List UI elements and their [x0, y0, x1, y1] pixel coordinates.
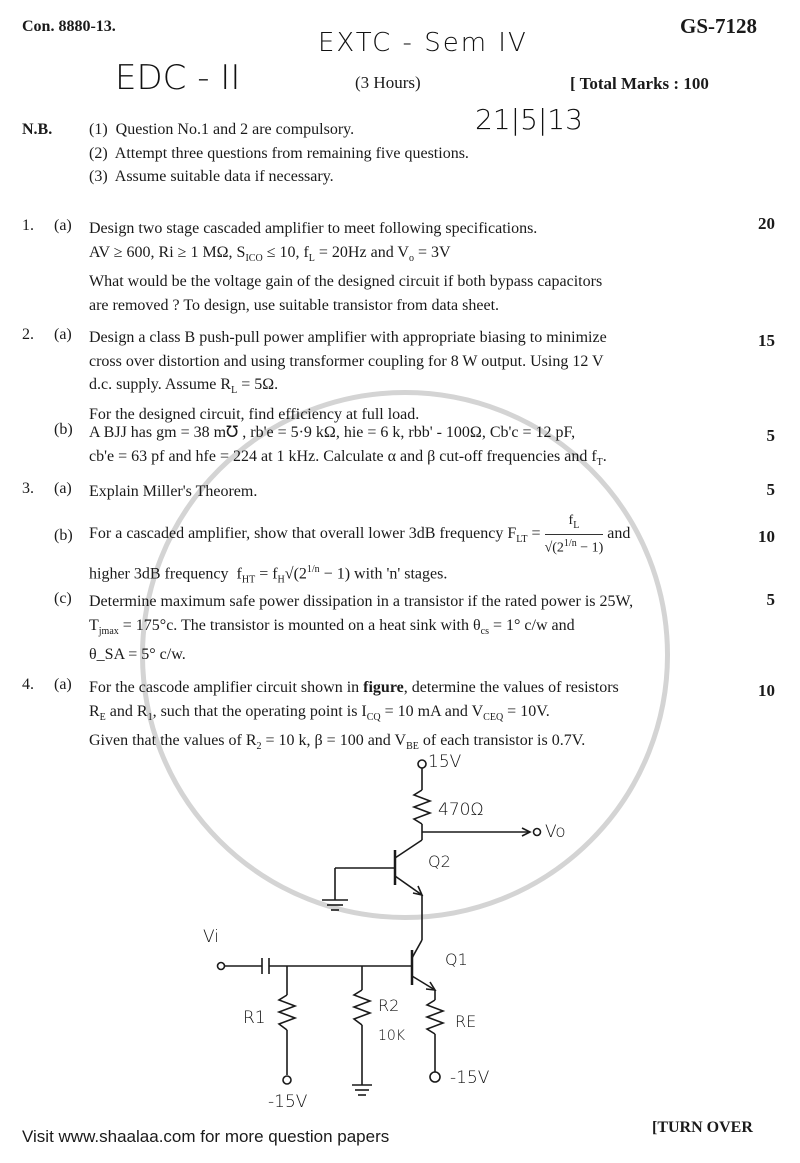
r1-resistor — [279, 995, 295, 1030]
rc-resistor — [414, 790, 430, 824]
vcc-terminal — [418, 760, 426, 768]
duration: (3 Hours) — [355, 73, 421, 92]
part-label: (a) — [54, 217, 72, 234]
question-text: Design two stage cascaded amplifier to meet following specifications. AV ≥ 600, Ri ≥ 1 MΩ, $S_{ICO} \le 10$, $f_L = 20Hz$ and $V_o = 3V$ What would be the voltage gain of the designed circuit if both bypass capacitors are removed ? To design, use suitable transistor from data sheet. — [89, 220, 603, 314]
r2-resistor — [354, 990, 370, 1025]
question-number: 4. — [22, 676, 34, 693]
vee-right-label: -15V — [450, 1068, 490, 1088]
vee-terminal-right — [430, 1072, 440, 1082]
marks: 20 — [758, 214, 775, 233]
part-label: (b) — [54, 421, 73, 438]
q2-label: Q2 — [428, 852, 451, 871]
question-text: Explain Miller's Theorem. — [89, 483, 258, 500]
handwritten-subject: EDC - II — [115, 58, 241, 98]
turn-over: [TURN OVER — [652, 1119, 753, 1136]
question-number: 3. — [22, 480, 34, 497]
question-text: For a cascaded amplifier, show that overall lower 3dB frequency $F_{LT}$ = $\frac{f_L}{√(2^{1/n} - 1)}$ and higher 3dB frequency $f_{HT} = f_H√(2^{1/n} - 1)$ with 'n' stages. — [89, 513, 631, 586]
nb-label: N.B. — [22, 121, 53, 138]
rc-label: 470Ω — [438, 800, 484, 820]
total-marks: [ Total Marks : 100 — [570, 74, 709, 93]
question-text: Determine maximum safe power dissipation in a transistor if the rated power is 25W, $T_{jmax} = 175^\circ c$. The transistor is mounted on a heat sink with $\theta_{cs} = 1^\circ$ c/w and θ_SA = 5° c/w. — [89, 593, 634, 664]
r2-label: R2 — [378, 996, 400, 1015]
footer-visit-link[interactable]: Visit www.shaalaa.com for more question papers — [22, 1127, 390, 1146]
question-number: 1. — [22, 217, 34, 234]
marks: 10 — [758, 527, 775, 546]
part-label: (a) — [54, 326, 72, 343]
vo-label: Vo — [545, 822, 566, 842]
part-label: (b) — [54, 527, 73, 544]
vcc-label: 15V — [428, 752, 462, 772]
question-number: 2. — [22, 326, 34, 343]
handwritten-date: 21|5|13 — [475, 103, 583, 136]
vee-terminal-left — [283, 1076, 291, 1084]
vee-left-label: -15V — [268, 1092, 308, 1112]
handwritten-branch: EXTC - Sem IV — [318, 28, 528, 58]
nb-item: (3) Assume suitable data if necessary. — [89, 168, 334, 185]
question-text: For the cascode amplifier circuit shown in figure, determine the values of resistors $R_E$ and $R_1$, such that the operating point is $I_{CQ} = 10$ mA and $V_{CEQ} = 10V$. Given that the values of $R_2 = 10$ k, β = 100 and $V_{BE}$ of each transistor is 0.7V. — [89, 679, 619, 753]
paper-code: GS-7128 — [680, 14, 758, 38]
nb-item: (2) Attempt three questions from remaining five questions. — [89, 145, 469, 162]
vi-terminal — [218, 963, 225, 970]
marks: 10 — [758, 681, 775, 700]
question-text: Design a class B push-pull power amplifier with appropriate biasing to minimize cross over distortion and using transformer coupling for 8 W output. Using 12 V d.c. supply. Assume $R_L = 5\Omega$. For the designed circuit, find efficiency at full load. — [89, 329, 607, 423]
part-label: (a) — [54, 480, 72, 497]
r1-label: R1 — [243, 1008, 266, 1028]
re-resistor — [427, 1000, 443, 1034]
vo-terminal — [534, 829, 541, 836]
marks: 5 — [766, 426, 775, 445]
re-label: RE — [455, 1012, 477, 1031]
con-number: Con. 8880-13. — [22, 18, 116, 35]
r2-value-label: 10K — [378, 1028, 405, 1044]
marks: 15 — [758, 331, 775, 350]
marks: 5 — [766, 590, 775, 609]
part-label: (a) — [54, 676, 72, 693]
nb-item: (1) Question No.1 and 2 are compulsory. — [89, 121, 355, 138]
part-label: (c) — [54, 590, 72, 607]
vi-label: Vi — [203, 927, 219, 947]
q1-label: Q1 — [445, 950, 468, 969]
marks: 5 — [766, 480, 775, 499]
question-text: A BJJ has gm = 38 m℧ , rb'e = 5·9 kΩ, hie = 6 k, rbb' - 100Ω, Cb'c = 12 pF, cb'e = 63 pf and hfe = 224 at 1 kHz. Calculate α and β cut-off frequencies and $f_T$. — [89, 424, 607, 468]
